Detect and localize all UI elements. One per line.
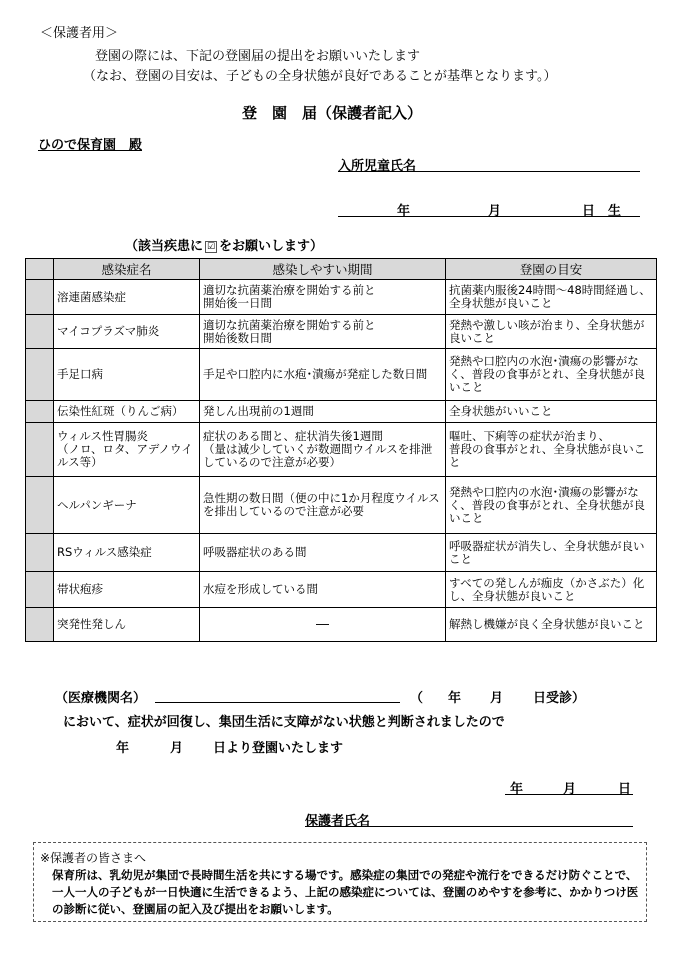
table-row	[26, 280, 657, 315]
guide-column-header: 登園の目安	[446, 259, 657, 280]
child-name-field[interactable]	[338, 171, 640, 172]
disease-name: 伝染性紅斑（りんご病）	[54, 401, 200, 423]
row-checkbox[interactable]	[26, 349, 54, 401]
attendance-guide: 呼吸器症状が消失し、全身状態が良いこと	[446, 534, 657, 572]
disease-name: 突発性発しん	[54, 608, 200, 642]
row-checkbox[interactable]	[26, 315, 54, 349]
checkbox-icon: ☑	[206, 241, 216, 252]
attendance-guide: 発熱や口腔内の水泡･潰瘍の影響がなく、普段の食事がとれ、全身状態が良いこと	[446, 349, 657, 401]
attend-day-text: 日より登園いたします	[213, 741, 344, 756]
visit-paren-open: （	[410, 691, 424, 706]
notice-body: 保育所は、乳幼児が集団で長時間生活を共にする場です。感染症の集団での発症や流行をできるだけ防ぐことで、一人一人の子どもが一日快適に生活できるよう、上記の感染症については、登園のめやすを参考に、かかりつけ医の診断に従い、登園届の記入及び提出をお願いします。	[52, 868, 639, 916]
table-row	[26, 401, 657, 423]
row-checkbox[interactable]	[26, 477, 54, 534]
disease-name: マイコプラズマ肺炎	[54, 315, 200, 349]
infectious-period: 手足や口腔内に水疱･潰瘍が発症した数日間	[200, 349, 446, 401]
attendance-guide: 全身状態がいいこと	[446, 401, 657, 423]
visit-month-label: 月	[490, 691, 504, 706]
intro-line-2: （なお、登園の目安は、子どもの全身状態が良好であることが基準となります。）	[83, 69, 557, 84]
table-row	[26, 608, 657, 642]
attendance-guide: 発熱や口腔内の水泡･潰瘍の影響がなく、普段の食事がとれ、全身状態が良いこと	[446, 477, 657, 534]
submit-date-field[interactable]	[505, 794, 633, 795]
infectious-period: 水痘を形成している間	[200, 572, 446, 608]
attendance-guide: 発熱や激しい咳が治まり、全身状態が良いこと	[446, 315, 657, 349]
infectious-period: ―	[200, 608, 446, 642]
disease-name: RSウィルス感染症	[54, 534, 200, 572]
row-checkbox[interactable]	[26, 534, 54, 572]
infectious-period: 適切な抗菌薬治療を開始する前と 開始後数日間	[200, 315, 446, 349]
birth-year-label: 年	[397, 204, 411, 219]
child-name-label: 入所児童氏名	[338, 159, 417, 174]
period-column-header: 感染しやすい期間	[200, 259, 446, 280]
disease-name: 溶連菌感染症	[54, 280, 200, 315]
row-checkbox[interactable]	[26, 423, 54, 477]
table-row	[26, 572, 657, 608]
row-checkbox[interactable]	[26, 280, 54, 315]
submit-month-label: 月	[563, 782, 577, 797]
guardian-name-field[interactable]	[305, 826, 633, 827]
infectious-period: 急性期の数日間（便の中に1か月程度ウイルスを排出しているので注意が必要	[200, 477, 446, 534]
infectious-period: 適切な抗菌薬治療を開始する前と 開始後一日間	[200, 280, 446, 315]
birth-date-field[interactable]	[338, 216, 640, 217]
form-title: 登 園 届（保護者記入）	[242, 104, 423, 122]
visit-day-label: 日受診）	[533, 691, 586, 706]
attendance-guide: 抗菌薬内服後24時間～48時間経過し、全身状態が良いこと	[446, 280, 657, 315]
guardian-notice-box	[33, 842, 647, 922]
recovery-sentence: において、症状が回復し、集団生活に支障がない状態と判断されましたので	[63, 715, 505, 730]
table-header-row	[26, 259, 657, 280]
nursery-name: ひので保育園 殿	[38, 138, 143, 153]
disease-name: ヘルパンギーナ	[54, 477, 200, 534]
check-column-header	[26, 259, 54, 280]
table-row	[26, 423, 657, 477]
disease-name: 手足口病	[54, 349, 200, 401]
attendance-guide: 解熱し機嫌が良く全身状態が良いこと	[446, 608, 657, 642]
disease-name: ウィルス性胃腸炎 （ノロ、ロタ、アデノウイルス等）	[54, 423, 200, 477]
audience-label: ＜保護者用＞	[40, 26, 119, 41]
guardian-name-label: 保護者氏名	[305, 814, 371, 829]
row-checkbox[interactable]	[26, 572, 54, 608]
instruction-text: （該当疾患に ☑ をお願いします）	[125, 239, 324, 254]
submit-day-label: 日	[618, 782, 632, 797]
disease-name: 帯状疱疹	[54, 572, 200, 608]
birth-day-label: 日 生	[582, 204, 622, 219]
table-row	[26, 477, 657, 534]
intro-line-1: 登園の際には、下記の登園届の提出をお願いいたします	[95, 49, 421, 64]
submit-year-label: 年	[510, 782, 524, 797]
table-row	[26, 349, 657, 401]
infectious-period: 発しん出現前の1週間	[200, 401, 446, 423]
birth-month-label: 月	[488, 204, 502, 219]
table-row	[26, 315, 657, 349]
disease-column-header: 感染症名	[54, 259, 200, 280]
attendance-guide: 嘔吐、下痢等の症状が治まり、 普段の食事がとれ、全身状態が良いこと	[446, 423, 657, 477]
medical-institution-field[interactable]	[155, 702, 400, 703]
infectious-period: 呼吸器症状のある間	[200, 534, 446, 572]
medical-institution-label: （医療機関名）	[55, 691, 147, 706]
infectious-period: 症状のある間と、症状消失後1週間 （量は減少していくが数週間ウイルスを排泄しているので注意が必要）	[200, 423, 446, 477]
row-checkbox[interactable]	[26, 608, 54, 642]
attendance-guide: すべての発しんが痂皮（かさぶた）化し、全身状態が良いこと	[446, 572, 657, 608]
attend-month-label: 月	[170, 741, 184, 756]
attend-year-label: 年	[116, 741, 130, 756]
notice-heading: ※保護者の皆さまへ	[40, 851, 147, 865]
row-checkbox[interactable]	[26, 401, 54, 423]
disease-table	[25, 258, 657, 642]
table-row	[26, 534, 657, 572]
visit-year-label: 年	[448, 691, 462, 706]
